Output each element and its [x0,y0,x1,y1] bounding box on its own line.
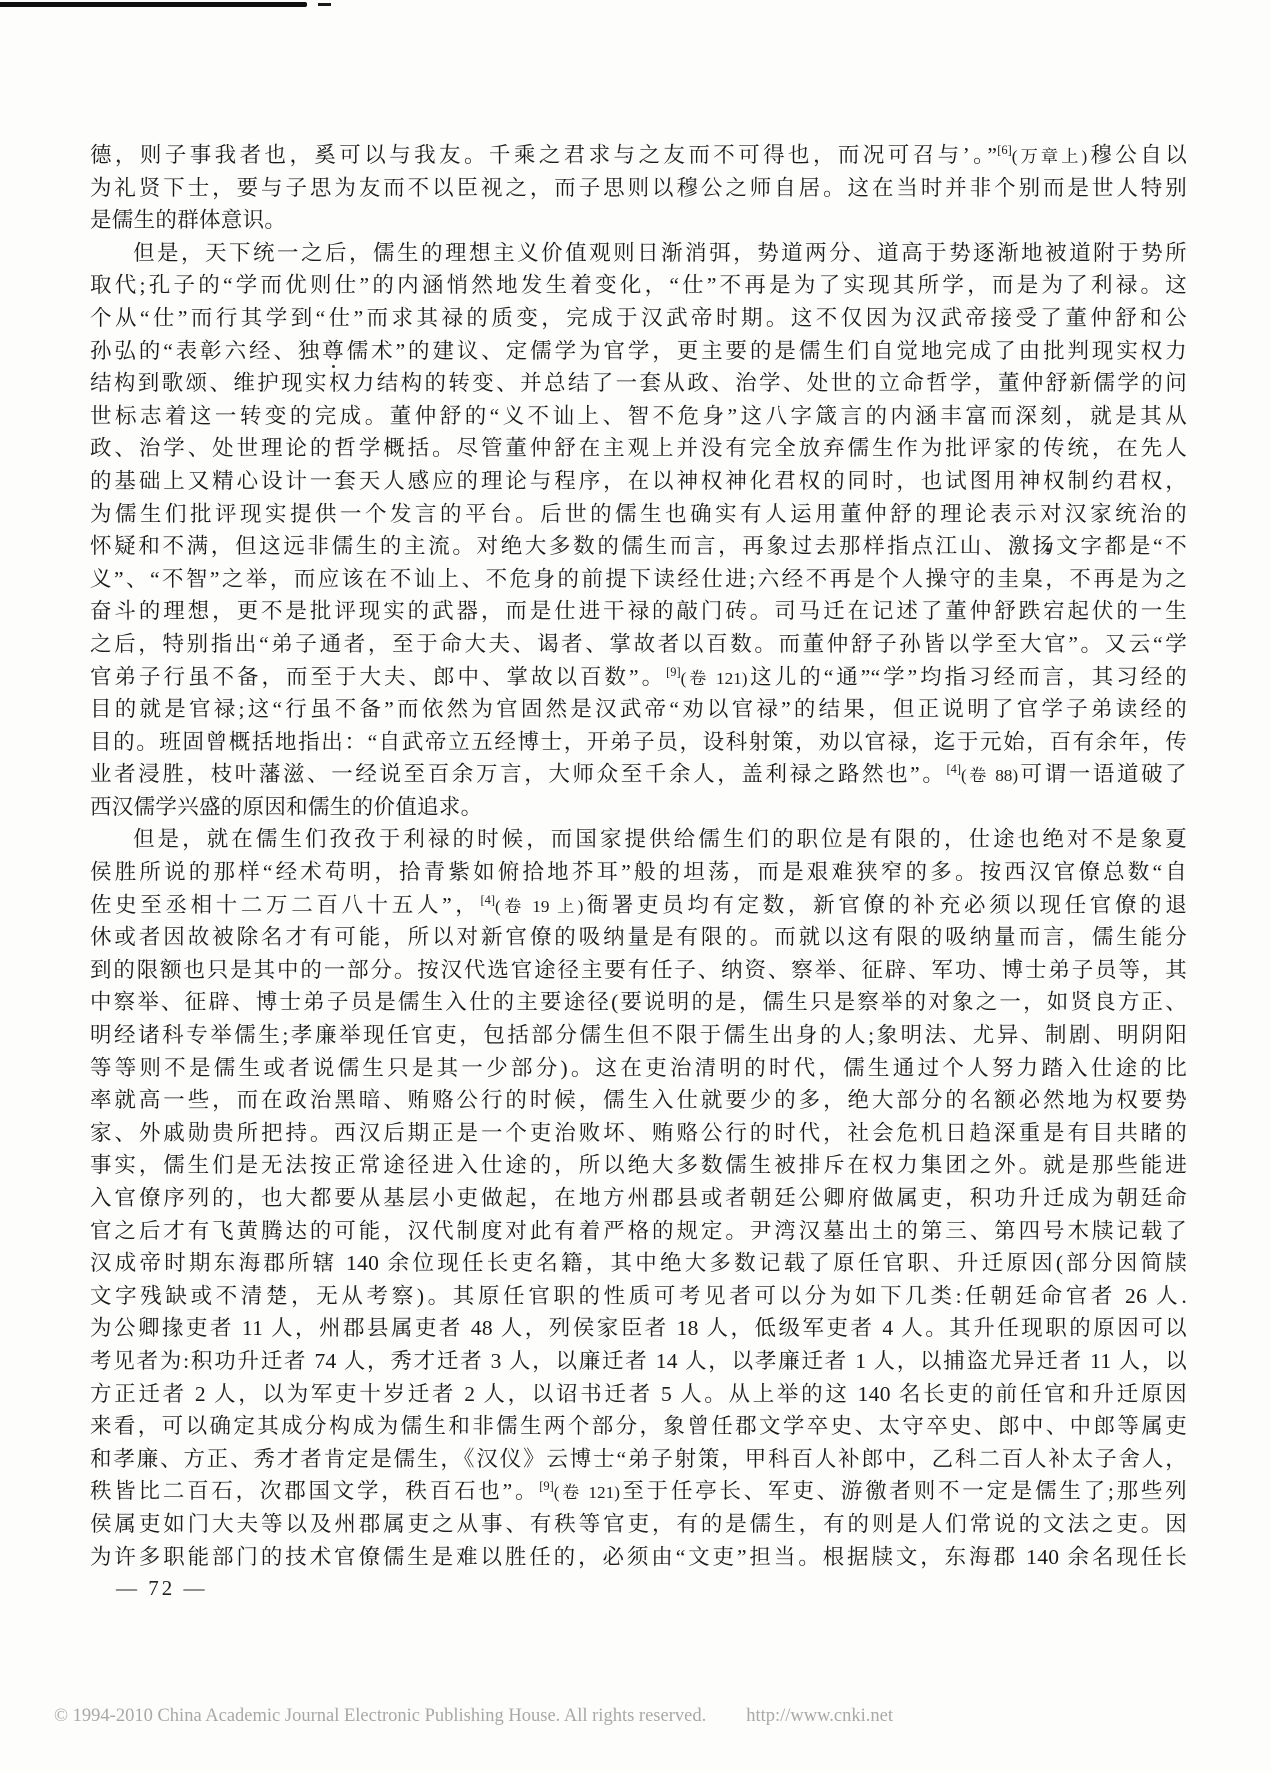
text-line: 为公卿掾吏者 11 人，州郡县属吏者 48 人，列侯家臣者 18 人，低级军吏者 4 人。其升任现职的原因可以 [90,1316,1187,1341]
text-line: 官之后才有飞黄腾达的可能，汉代制度对此有着严格的规定。尹湾汉墓出土的第三、第四号木牍记载了 [90,1218,1187,1243]
text-line: 方正迁者 2 人，以为军吏十岁迁者 2 人，以诏书迁者 5 人。从上举的这 140 名长吏的前任官和升迁原因 [90,1381,1187,1406]
text-line: 但是，天下统一之后，儒生的理想主义价值观则日渐消弭，势道两分、道高于势逐渐地被道附于势所 [133,240,1187,265]
text-line: 等等则不是儒生或者说儒生只是其一少部分)。这在吏治清明的时代，儒生通过个人努力踏入仕途的比 [90,1055,1187,1080]
text-line: 是儒生的群体意识。 [90,208,287,233]
text-line: 秩皆比二百石，次郡国文学，秩百石也”。[9](卷 121)至于任亭长、军吏、游徼者则不一定是儒生了;那些列 [90,1479,1187,1504]
text-line: 目的。班固曾概括地指出：“自武帝立五经博士，开弟子员，设科射策，劝以官禄，迄于元始，百有余年，传 [90,729,1187,754]
footer-url: http://www.cnki.net [746,1706,893,1726]
text-line: 为许多职能部门的技术官僚儒生是难以胜任的，必须由“文吏”担当。根据牍文，东海郡 140 余名现任长 [90,1544,1187,1569]
text-line: 率就高一些，而在政治黑暗、贿赂公行的时候，儒生入仕就要少的多，绝大部分的名额必然地为权要势 [90,1088,1187,1113]
text-line: 来看，可以确定其成分构成为儒生和非儒生两个部分，象曾任郡文学卒史、太守卒史、郎中、中郎等属吏 [90,1414,1187,1439]
text-line: 和孝廉、方正、秀才者肯定是儒生，《汉仪》云博士“弟子射策，甲科百人补郎中，乙科二百人补太子舍人， [90,1446,1187,1471]
text-line: 为儒生们批评现实提供一个发言的平台。后世的儒生也确实有人运用董仲舒的理论表示对汉家统治的 [90,501,1187,526]
scan-artifact-line [0,2,307,7]
text-line: 政、治学、处世理论的哲学概括。尽管董仲舒在主观上并没有完全放弃儒生作为批评家的传统，在先人 [90,436,1187,461]
text-line: 明经诸科专举儒生;孝廉举现任官吏，包括部分儒生但不限于儒生出身的人;象明法、尤异、制剧、明阴阳 [90,1023,1187,1048]
text-line: 事实，儒生们是无法按正常途径进入仕途的，所以绝大多数儒生被排斥在权力集团之外。就是那些能进 [90,1153,1187,1178]
body-text [90,139,1187,1573]
text-line: 个从“仕”而行其学到“仕”而求其禄的质变，完成于汉武帝时期。这不仅因为汉武帝接受了董仲舒和公 [90,305,1187,330]
text-line: 奋斗的理想，更不是批评现实的武器，而是仕进干禄的敲门砖。司马迁在记述了董仲舒跌宕起伏的一生 [90,599,1187,624]
text-line: 考见者为:积功升迁者 74 人，秀才迁者 3 人，以廉迁者 14 人，以孝廉迁者 1 人，以捕盗尤异迁者 11 人，以 [90,1348,1187,1373]
text-line: 结构到歌颂、维护现实权力结构的转变、并总结了一套从政、治学、处世的立命哲学，董仲舒新儒学的问 [90,371,1187,396]
text-line: 目的就是官禄;这“行虽不备”而依然为官固然是汉武帝“劝以官禄”的结果，但正说明了官学子弟读经的 [90,697,1187,722]
text-line: 的基础上又精心设计一套天人感应的理论与程序，在以神权神化君权的同时，也试图用神权制约君权， [90,468,1187,493]
text-line: 世标志着这一转变的完成。董仲舒的“义不讪上、智不危身”这八字箴言的内涵丰富而深刻，就是其从 [90,403,1187,428]
text-line: 之后，特别指出“弟子通者，至于命大夫、谒者、掌故者以百数。而董仲舒子孙皆以学至大官”。又云“学 [90,631,1187,656]
text-line: 官弟子行虽不备，而至于大夫、郎中、掌故以百数”。[9](卷 121)这儿的“通”“学”均指习经而言，其习经的 [90,664,1187,689]
text-line: 到的限额也只是其中的一部分。按汉代选官途径主要有任子、纳资、察举、征辟、军功、博士弟子员等，其 [90,957,1187,982]
text-line: 中察举、征辟、博士弟子员是儒生入仕的主要途径(要说明的是，儒生只是察举的对象之一，如贤良方正、 [90,990,1187,1015]
page-footer [54,1706,1244,1727]
footer-copyright: © 1994-2010 China Academic Journal Electronic Publishing House. All rights reserved. [54,1706,707,1726]
text-line: 汉成帝时期东海郡所辖 140 余位现任长吏名籍，其中绝大多数记载了原任官职、升迁原因(部分因简牍 [90,1251,1187,1276]
text-line: 侯属吏如门大夫等以及州郡属吏之从事、有秩等官吏，有的是儒生，有的则是人们常说的文法之吏。因 [90,1511,1187,1536]
text-line: 家、外戚勋贵所把持。西汉后期正是一个吏治败坏、贿赂公行的时代，社会危机日趋深重是有目共睹的 [90,1120,1187,1145]
text-line: 休或者因故被除名才有可能，所以对新官僚的吸纳量是有限的。而就以这有限的吸纳量而言，儒生能分 [90,925,1187,950]
text-line: 侯胜所说的那样“经术苟明，拾青紫如俯拾地芥耳”般的坦荡，而是艰难狭窄的多。按西汉官僚总数“自 [90,860,1187,885]
text-line: 怀疑和不满，但这远非儒生的主流。对绝大多数的儒生而言，再象过去那样指点江山、激扬文字都是“不 [90,534,1187,559]
page-number: — 72 — [116,1576,208,1600]
text-line: 德，则子事我者也，奚可以与我友。千乘之君求与之友而不可得也，而况可召与’。”[6](万章上)穆公自以 [90,142,1188,167]
text-line: 文字残缺或不清楚，无从考察)。其原任官职的性质可考见者可以分为如下几类:任朝廷命官者 26 人. [90,1283,1187,1308]
text-line: 义”、“不智”之举，而应该在不讪上、不危身的前提下读经仕进;六经不再是个人操守的圭臬，不再是为之 [90,566,1187,591]
text-line: 入官僚序列的，也大都要从基层小吏做起，在地方州郡县或者朝廷公卿府做属吏，积功升迁成为朝廷命 [90,1186,1187,1210]
text-line: 为礼贤下士，要与子思为友而不以臣视之，而子思则以穆公之师自居。这在当时并非个别而是世人特别 [90,175,1187,200]
text-line: 佐史至丞相十二万二百八十五人”，[4](卷 19 上)衙署吏员均有定数，新官僚的补充必须以现任官僚的退 [90,892,1187,917]
text-line: 业者浸胜，枝叶藩滋、一经说至百余万言，大师众至千余人，盖利禄之路然也”。[4](卷 88)可谓一语道破了 [90,762,1187,787]
text-line: 取代;孔子的“学而优则仕”的内涵悄然地发生着变化，“仕”不再是为了实现其所学，而是为了利禄。这 [90,273,1187,298]
text-line: 西汉儒学兴盛的原因和儒生的价值追求。 [90,794,483,819]
text-line: 孙弘的“表彰六经、独尊儒术”的建议、定儒学为官学，更主要的是儒生们自觉地完成了由批判现实权力 [90,338,1187,363]
scan-artifact-dash [318,3,331,6]
text-line: 但是，就在儒生们孜孜于利禄的时候，而国家提供给儒生们的职位是有限的，仕途也绝对不是象夏 [133,827,1187,852]
